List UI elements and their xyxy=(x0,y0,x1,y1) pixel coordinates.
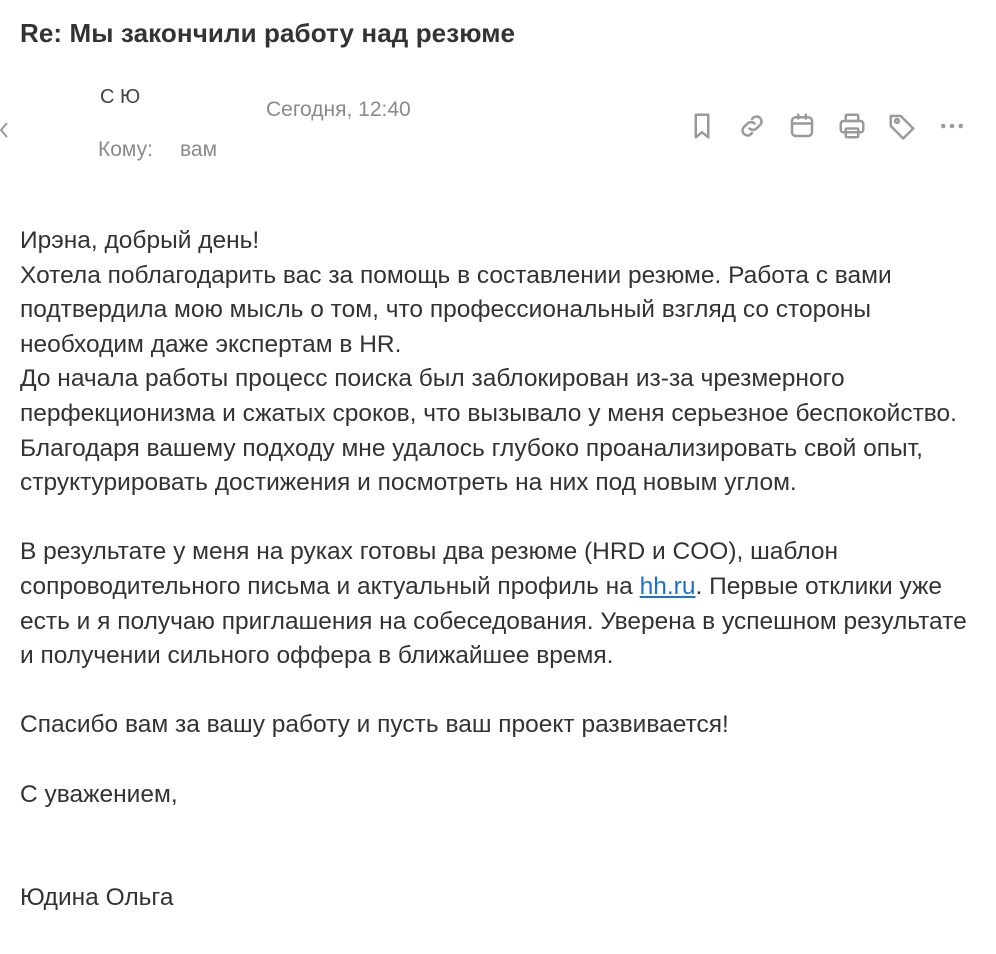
link-icon xyxy=(737,111,767,141)
signature-text: Юдина Ольга xyxy=(20,884,174,911)
closing: С уважением, xyxy=(20,780,178,808)
more-icon xyxy=(937,111,967,141)
greeting: Ирэна, добрый день! xyxy=(20,227,260,254)
more-button[interactable] xyxy=(934,108,970,144)
message-toolbar xyxy=(684,108,974,148)
bookmark-button[interactable] xyxy=(684,108,720,144)
paragraph-4: Спасибо вам за вашу работу и пусть ваш проект развивается! xyxy=(20,711,729,739)
copy-link-button[interactable] xyxy=(734,108,770,144)
sender-name[interactable] xyxy=(100,86,200,108)
paragraph-2: До начала работы процесс поиска был заблокирован из-за чрезмерного перфекционизма и сжатых сроков, что вызывало у меня серьезное беспокойство. Благодаря вашему подходу мне удалось глубоко проанализировать свой опыт, структурировать достижения и посмотреть на них под новым углом. xyxy=(20,365,957,497)
paragraph-3 xyxy=(20,535,980,673)
paragraph-3-start: В результате у меня на руках готовы два резюме (HRD и COO), шаблон сопроводительного письма и актуальный профиль на xyxy=(20,538,839,600)
tag-button[interactable] xyxy=(884,108,920,144)
hh-link[interactable]: hh.ru xyxy=(639,572,696,600)
tag-icon xyxy=(887,111,917,141)
email-body xyxy=(20,224,980,812)
collapse-chevron-icon[interactable] xyxy=(0,120,8,140)
sender-name-text: С Ю xyxy=(100,86,141,108)
recipient-label: Кому: xyxy=(98,138,153,161)
recipient-value[interactable]: вам xyxy=(180,138,218,161)
bookmark-icon xyxy=(687,111,717,141)
paragraph-3-end: . Первые отклики уже есть и я получаю приглашения на собеседования. Уверена в успешном результате и получении сильного оффера в ближайшее время. xyxy=(20,572,967,670)
calendar-button[interactable] xyxy=(784,108,820,144)
print-button[interactable] xyxy=(834,108,870,144)
signature xyxy=(20,884,210,918)
paragraph-1: Хотела поблагодарить вас за помощь в составлении резюме. Работа с вами подтвердила мою мысль о том, что профессиональный взгляд со стороны необходим даже экспертам в HR. xyxy=(20,261,892,358)
email-date: Сегодня, 12:40 xyxy=(266,98,411,121)
email-subject: Re: Мы закончили работу над резюме xyxy=(20,18,516,48)
print-icon xyxy=(837,111,867,141)
calendar-icon xyxy=(787,111,817,141)
